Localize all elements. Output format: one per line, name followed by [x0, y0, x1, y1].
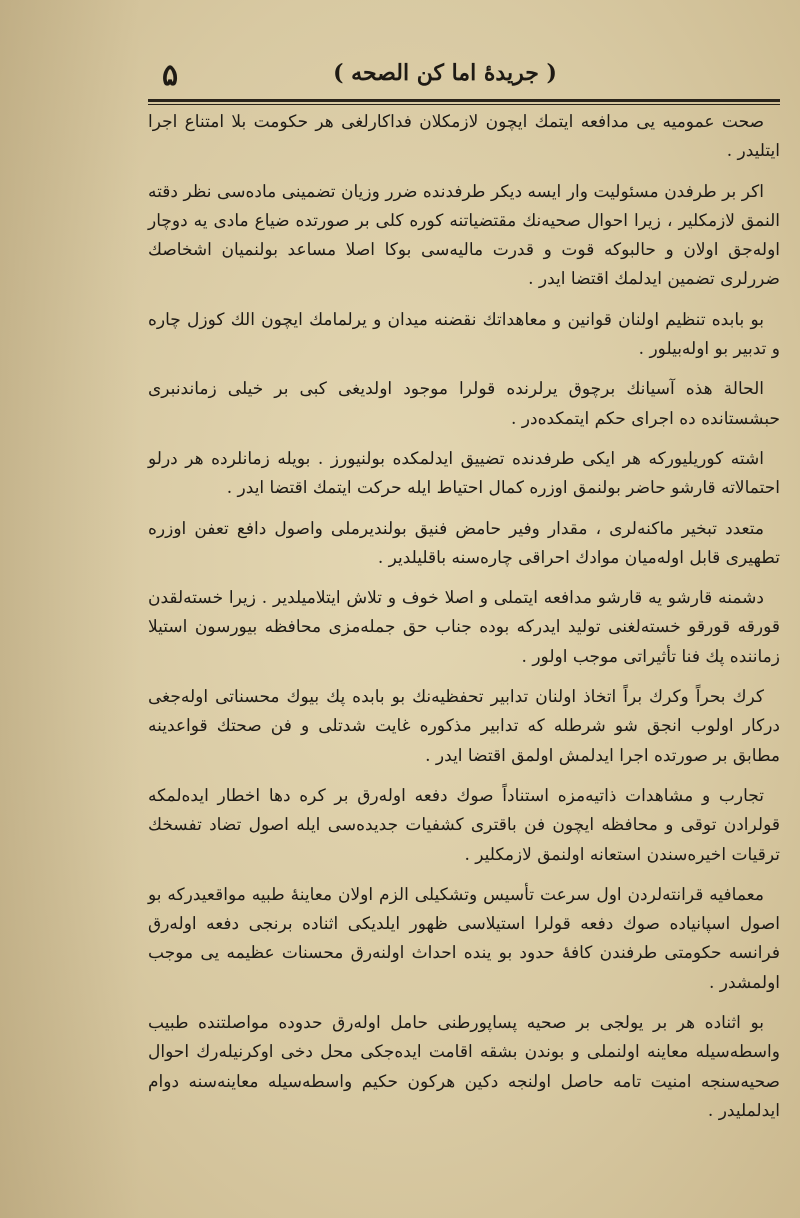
paragraph: دشمنه قارشو یه قارشو مدافعه ایتملی و اصلا خوف و تلاش ایتلامیلدیر . زیرا خسته‌لقدن قورقه قورقو خسته‌لغنی تولید ایدرکه بوده جناب حق جمله‌مزی محافظه بیورسون استیلا زماننده پك فنا تأثیراتی موجب اولور . [148, 588, 780, 667]
paragraph: کرك بحراً وکرك براً اتخاذ اولنان تدابیر تحفظیه‌نك بو بابده پك بیوك محسناتی اوله‌جغی درکار اولوب انجق شو شرطله که تدابیر مذکوره غایت شدتلی و فن صحتك قواعدینه مطابق بر صورتده اجرا ایدلمش اولمق اقتضا ایدر . [148, 687, 780, 766]
paragraph: بو اثناده هر بر یولجی بر صحیه پساپورطنی حامل اوله‌رق حدوده مواصلتنده طبیب واسطه‌سیله معاینه اولنملی و بوندن بشقه اقامت ایده‌جکی محل دخی اوکرنیله‌رك احوال صحیه‌سنجه امنیت تامه حاصل اولنجه دکین هرکون حکیم واسطه‌سیله معاینه‌سنه دوام ایدلملیدر . [148, 1013, 780, 1121]
paragraph: معمافیه قرانته‌لردن اول سرعت تأسیس وتشکیلی الزم اولان معاینهٔ طبیه مواقعیدرکه بو اصول اسپانیاده صوك دفعه قولرا استیلاسی ظهور ایلدیکی اثناده برنجی دفعه اوله‌رق فرانسه حکومتی طرفندن کافهٔ حدود بو ینده احداث اولنه‌رق محسنات عظیمه یی موجب اولمشدر . [148, 884, 780, 993]
paragraph: متعدد تبخیر ماکنه‌لری ، مقدار وفیر حامض فنیق بولندیرملی واصول دافع تعفن اوزره تطهیری قابل اوله‌میان موادك احراقی چاره‌سنه باقلیلدیر . [148, 518, 780, 568]
header-rule-thick [148, 99, 780, 102]
article-body [148, 108, 780, 1137]
page-edge-shadow [0, 0, 140, 1218]
paragraph: اشته کوریلیورکه هر ایکی طرفدنده تضییق ایدلمکده بولنیورز . بویله زمانلرده هر درلو احتمالاته قارشو حاضر بولنمق اوزره کمال احتیاط ایله حرکت ایتمك اقتضا ایدر . [148, 448, 780, 499]
paragraph: الحالة هذه آسیانك برچوق یرلرنده قولرا موجود اولدیغی کبی بر خیلی زماندنبری حبشستانده ده اجرای حکم ایتمکده‌در . [148, 379, 780, 429]
page-number: ۵ [162, 58, 179, 93]
journal-title: ( جریدهٔ اما کن الصحه ) [333, 60, 557, 86]
paragraph: بو بابده تنظیم اولنان قوانین و معاهداتك نقضنه میدان و یرلمامك ایچون الك کوزل چاره و تدبیر بو اوله‌بیلور . [148, 309, 780, 360]
header-rule-thin [148, 104, 780, 105]
paragraph: صحت عمومیه یی مدافعه ایتمك ایچون لازمکلان فداکارلغی هر حکومت بلا امتناع اجرا ایتلیدر . [148, 112, 780, 162]
paragraph: تجارب و مشاهدات ذاتیه‌مزه استناداً صوك دفعه اوله‌رق بر کره دها اخطار ایده‌لمکه قولرادن توقی و محافظه ایچون فن باقتری کشفیات جدیده‌سی ایله اصول تضاد تفسخك ترقیات اخیره‌سندن استعانه اولنمق لازمکلیر . [148, 785, 780, 865]
paragraph: اکر بر طرفدن مسئولیت وار ایسه دیکر طرفدنده ضرر وزیان تضمینی ماده‌سی نظر دقته النمق لازمکلیر ، زیرا احوال صحیه‌نك مقتضیاتنه کوره کلی بر صورتده ضیاع مادی یه دوچار اوله‌جق اولان و حالبوکه قوت و قدرت مالیه‌سی بوکا اصلا مساعد بولنمیان اشخاصك ضررلری تضمین ایدلمك اقتضا ایدر . [148, 181, 780, 290]
